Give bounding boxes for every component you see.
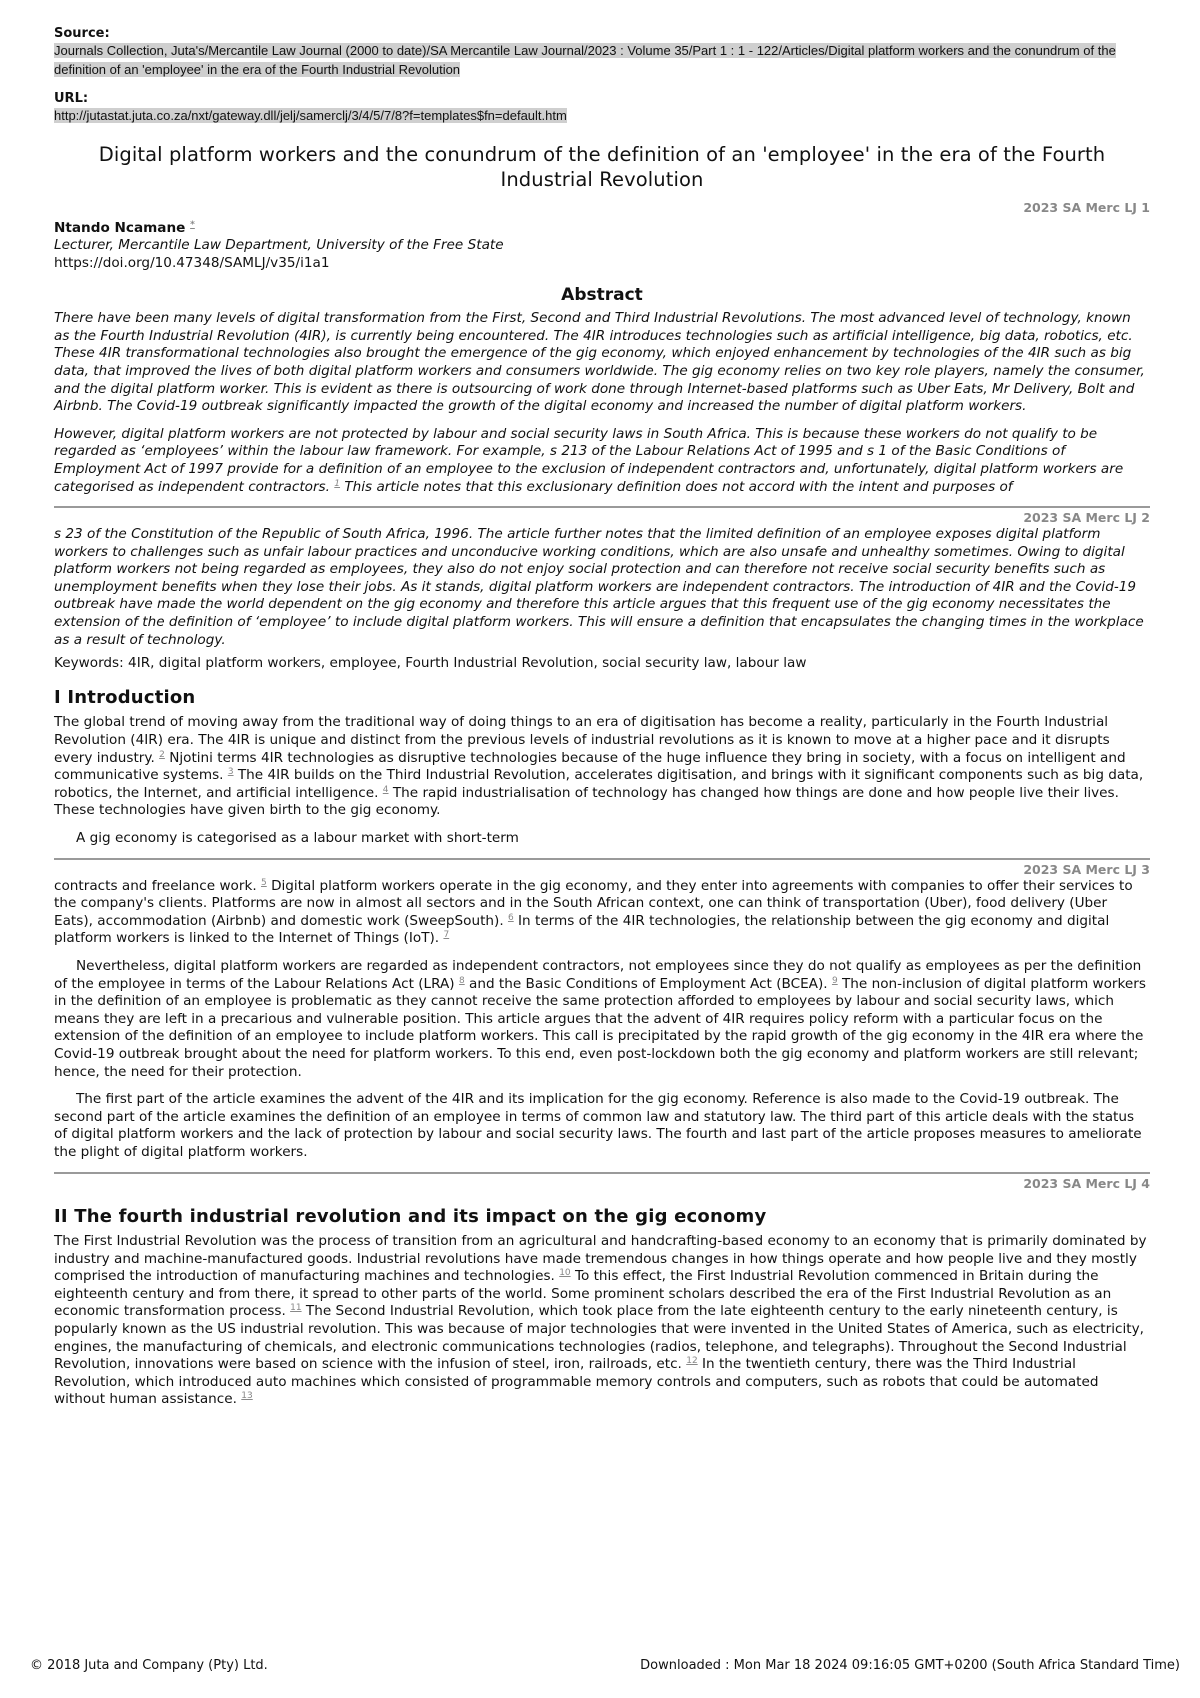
source-label: Source: xyxy=(54,26,110,41)
footnote-link-1[interactable]: 1 xyxy=(334,478,341,489)
footer-copyright: © 2018 Juta and Company (Pty) Ltd. xyxy=(30,1658,268,1673)
source-url-link[interactable]: http://jutastat.juta.co.za/nxt/gateway.dll/jelj/samerclj/3/4/5/7/8?f=templates$fn=default.htm xyxy=(54,108,567,124)
url-block xyxy=(54,91,1150,126)
page-divider xyxy=(54,506,1150,508)
intro-paragraph-1: The global trend of moving away from the traditional way of doing things to an era of digitisation has become a reality, particularly in the Fourth Industrial Revolution (4IR) era. The 4IR is unique and distinct from the previous levels of industrial revolutions as it is known to move at a higher pace and it disrupts every industry. $^2$ Njotini terms 4IR technologies as disruptive technologies because of the huge influence they bring in society, with a focus on intelligent and communicative systems. $^3$ The 4IR builds on the Third Industrial Revolution, accelerates digitisation, and brings with it significant components such as big data, robotics, the Internet, and artificial intelligence. $^4$ The rapid industrialisation of technology has changed how things are done and how people live their lives. These technologies have given birth to the gig economy. xyxy=(54,714,1144,819)
document-page xyxy=(54,26,1150,1419)
footnote-link-11[interactable]: 11 xyxy=(290,1303,302,1314)
footnote-link-10[interactable]: 10 xyxy=(559,1268,571,1279)
footnote-link-8[interactable]: 8 xyxy=(458,975,465,986)
author-name-text: Ntando Ncamane xyxy=(54,219,186,236)
intro-paragraph-5: The first part of the article examines the advent of the 4IR and its implication for the gig economy. Reference is also made to the Covid-19 outbreak. The second part of the article examines the definition of an employee in terms of common law and statutory law. The third part of this article deals with the status of digital platform workers and the lack of protection by labour and social security laws. The fourth and last part of the article proposes measures to ameliorate the plight of digital platform workers. xyxy=(54,1091,1142,1160)
author-footnote-link[interactable]: * xyxy=(190,219,195,230)
footnote-link-12[interactable]: 12 xyxy=(686,1356,698,1367)
page-divider xyxy=(54,1172,1150,1174)
source-block xyxy=(54,26,1150,79)
page-ref-4: 2023 SA Merc LJ 4 xyxy=(1023,1175,1150,1191)
footnote-link-3[interactable]: 3 xyxy=(227,767,234,778)
source-path: Journals Collection, Juta's/Mercantile Law Journal (2000 to date)/SA Mercantile Law Journal/2023 : Volume 35/Part 1 : 1 - 122/Articles/Digital platform workers and the conundrum of the definition of an 'employee' in the era of the Fourth Industrial Revolution xyxy=(54,43,1116,77)
footnote-link-9[interactable]: 9 xyxy=(831,975,838,986)
article-title: Digital platform workers and the conundrum of the definition of an 'employee' in the era of the Fourth Industrial Revolution xyxy=(98,142,1106,191)
footnote-link-13[interactable]: 13 xyxy=(241,1391,253,1402)
abstract-heading: Abstract xyxy=(561,284,643,305)
doi-link[interactable]: https://doi.org/10.47348/SAMLJ/v35/i1a1 xyxy=(54,254,330,271)
footnote-link-6[interactable]: 6 xyxy=(507,912,514,923)
page-ref-2: 2023 SA Merc LJ 2 xyxy=(1023,510,1150,526)
footer-download-timestamp: Downloaded : Mon Mar 18 2024 09:16:05 GMT+0200 (South Africa Standard Time) xyxy=(640,1658,1180,1673)
footnote-link-2[interactable]: 2 xyxy=(159,749,165,760)
section-heading-industrial-revolution: II The fourth industrial revolution and its impact on the gig economy xyxy=(54,1205,767,1227)
abstract-paragraph-3: s 23 of the Constitution of the Republic of South Africa, 1996. The article further notes that the limited definition of an employee exposes digital platform workers to challenges such as unfair labour practices and unconducive working conditions, which are also unsafe and unhealthy sometimes. Owing to digital platform workers not being regarded as employees, they also do not enjoy social protection and can therefore not receive social security benefits such as unemployment benefits when they lose their jobs. As it stands, digital platform workers are independent contractors. The introduction of 4IR and the Covid-19 outbreak have made the world dependent on the gig economy and therefore this article argues that this frequent use of the gig economy necessitates the extension of the definition of ‘employee’ to include digital platform workers. This will ensure a definition that encapsulates the changing times in the workplace as a result of technology. xyxy=(54,526,1144,648)
intro-paragraph-2: A gig economy is categorised as a labour market with short-term xyxy=(76,830,519,846)
page-ref-1: 2023 SA Merc LJ 1 xyxy=(1023,199,1150,215)
author-affiliation: Lecturer, Mercantile Law Department, University of the Free State xyxy=(54,237,504,254)
abstract-paragraph-2: However, digital platform workers are not protected by labour and social security laws in South Africa. This is because these workers do not qualify to be regarded as ‘employees’ within the labour law framework. For example, s 213 of the Labour Relations Act of 1995 and s 1 of the Basic Conditions of Employment Act of 1997 provide for a definition of an employee to the exclusion of independent contractors and, unfortunately, digital platform workers are categorised as independent contractors. $^1$ This article notes that this exclusionary definition does not accord with the intent and purposes of xyxy=(54,425,1124,495)
section2-paragraph-1: The First Industrial Revolution was the process of transition from an agricultural and handcrafting-based economy to an economy that is primarily dominated by industry and machine-manufactured goods. Industrial revolutions have made tremendous changes in how things operate and how people live and they mostly comprised the introduction of manufacturing machines and technologies. $^{10}$ To this effect, the First Industrial Revolution commenced in Britain during the eighteenth century and from there, it spread to other parts of the world. Some prominent scholars described the era of the First Industrial Revolution as an economic transformation process. $^{11}$ The Second Industrial Revolution, which took place from the late eighteenth century to the early nineteenth century, is popularly known as the US industrial revolution. This was because of major technologies that were invented in the United States of America, such as electricity, engines, the manufacturing of chemicals, and electronic communications technologies (radios, telephone, and telegraphs). Throughout the Second Industrial Revolution, innovations were based on science with the infusion of steel, iron, railroads, etc. $^{12}$ In the twentieth century, there was the Third Industrial Revolution, which introduced auto machines which consisted of programmable memory controls and computers, such as robots that could be automated without human assistance. $^{13}$ xyxy=(54,1233,1147,1408)
section-heading-introduction: I Introduction xyxy=(54,686,196,708)
page-divider xyxy=(54,858,1150,860)
abstract-paragraph-1: There have been many levels of digital transformation from the First, Second and Third Industrial Revolutions. The most advanced level of technology, known as the Fourth Industrial Revolution (4IR), is currently being encountered. The 4IR introduces technologies such as artificial intelligence, big data, robotics, etc. These 4IR transformational technologies also brought the emergence of the gig economy, which enjoyed enhancement by technologies of the 4IR such as big data, that improved the lives of both digital platform workers and consumers worldwide. The gig economy relies on two key role players, namely the consumer, and the digital platform worker. This is evident as there is outsourcing of work done through Internet-based platforms such as Uber Eats, Mr Delivery, Bolt and Airbnb. The Covid-19 outbreak significantly impacted the growth of the digital economy and increased the number of digital platform workers. xyxy=(54,310,1145,415)
keywords: Keywords: 4IR, digital platform workers, employee, Fourth Industrial Revolution, social security law, labour law xyxy=(54,655,807,672)
footnote-link-4[interactable]: 4 xyxy=(382,784,389,795)
footnote-link-5[interactable]: 5 xyxy=(261,877,267,888)
page-ref-3: 2023 SA Merc LJ 3 xyxy=(1023,861,1150,877)
intro-paragraph-3: contracts and freelance work. $^5$ Digital platform workers operate in the gig economy, and they enter into agreements with companies to offer their services to the company's clients. Platforms are now in almost all sectors and in the South African context, one can think of transportation (Uber), food delivery (Uber Eats), accommodation (Airbnb) and domestic work (SweepSouth). $^6$ In terms of the 4IR technologies, the relationship between the gig economy and digital platform workers is linked to the Internet of Things (IoT). $^7$ xyxy=(54,877,1133,947)
intro-paragraph-4: Nevertheless, digital platform workers are regarded as independent contractors, not employees since they do not qualify as employees as per the definition of the employee in terms of the Labour Relations Act (LRA) $^8$ and the Basic Conditions of Employment Act (BCEA). $^9$ The non-inclusion of digital platform workers in the definition of an employee is problematic as they cannot receive the same protection afforded to employees by labour and social security laws, which means they are left in a precarious and vulnerable position. This article argues that the advent of 4IR requires policy reform with a particular focus on the extension of the definition of an employee to include platform workers. This call is precipitated by the rapid growth of the gig economy in the 4IR era where the Covid-19 outbreak brought about the need for platform workers. To this end, even post-lockdown both the gig economy and platform workers are still relevant; hence, the need for their protection. xyxy=(54,957,1146,1080)
author-name xyxy=(54,220,1150,238)
footnote-link-7[interactable]: 7 xyxy=(443,930,450,941)
url-label: URL: xyxy=(54,91,89,107)
